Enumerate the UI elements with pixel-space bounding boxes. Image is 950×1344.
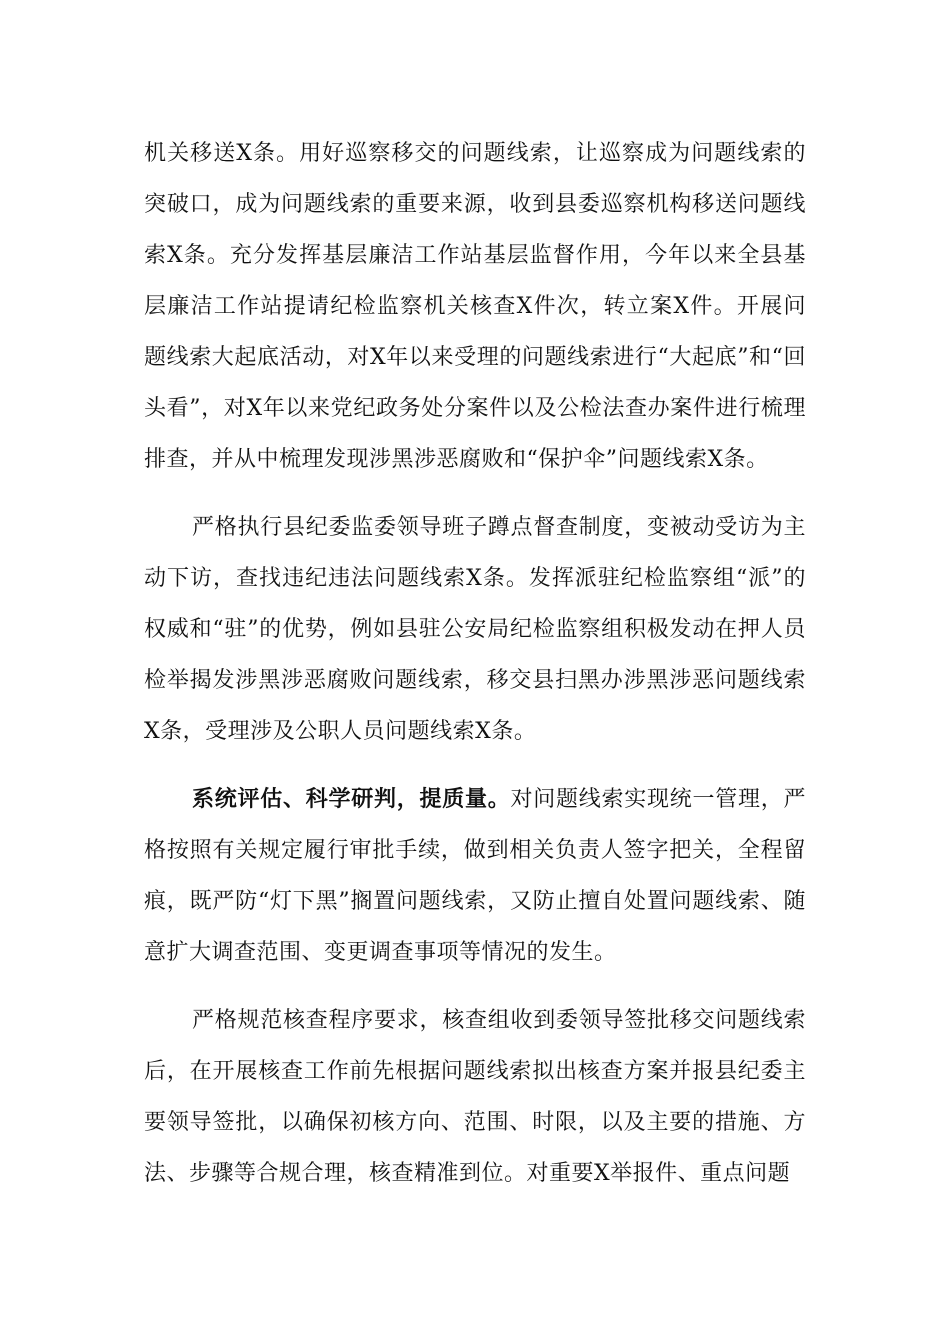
document-body xyxy=(144,128,806,1216)
paragraph-1-text: 机关移送X条。用好巡察移交的问题线索，让巡察成为问题线索的突破口，成为问题线索的重要来源，收到县委巡察机构移送问题线索X条。充分发挥基层廉洁工作站基层监督作用，今年以来全县基层廉洁工作站提请纪检监察机关核查X件次，转立案X件。开展问题线索大起底活动，对X年以来受理的问题线索进行“大起底”和“回头看”，对X年以来党纪政务处分案件以及公检法查办案件进行梳理排查，并从中梳理发现涉黑涉恶腐败和“保护伞”问题线索X条。 xyxy=(144,141,806,472)
paragraph-2-text: 严格执行县纪委监委领导班子蹲点督查制度，变被动受访为主动下访，查找违纪违法问题线索X条。发挥派驻纪检监察组“派”的权威和“驻”的优势，例如县驻公安局纪检监察组积极发动在押人员检举揭发涉黑涉恶腐败问题线索，移交县扫黑办涉黑涉恶问题线索X条，受理涉及公职人员问题线索X条。 xyxy=(144,515,806,744)
paragraph-3 xyxy=(144,774,806,978)
paragraph-1 xyxy=(144,128,806,485)
paragraph-4 xyxy=(144,995,806,1199)
paragraph-4-text: 严格规范核查程序要求，核查组收到委领导签批移交问题线索后，在开展核查工作前先根据问题线索拟出核查方案并报县纪委主要领导签批，以确保初核方向、范围、时限，以及主要的措施、方法、步骤等合规合理，核查精准到位。对重要X举报件、重点问题 xyxy=(144,1008,806,1186)
paragraph-2 xyxy=(144,502,806,757)
paragraph-3-lead: 系统评估、科学研判，提质量。 xyxy=(192,787,511,812)
paragraph-3-text: 对问题线索实现统一管理，严格按照有关规定履行审批手续，做到相关负责人签字把关，全程留痕，既严防“灯下黑”搁置问题线索，又防止擅自处置问题线索、随意扩大调查范围、变更调查事项等情况的发生。 xyxy=(144,787,806,965)
